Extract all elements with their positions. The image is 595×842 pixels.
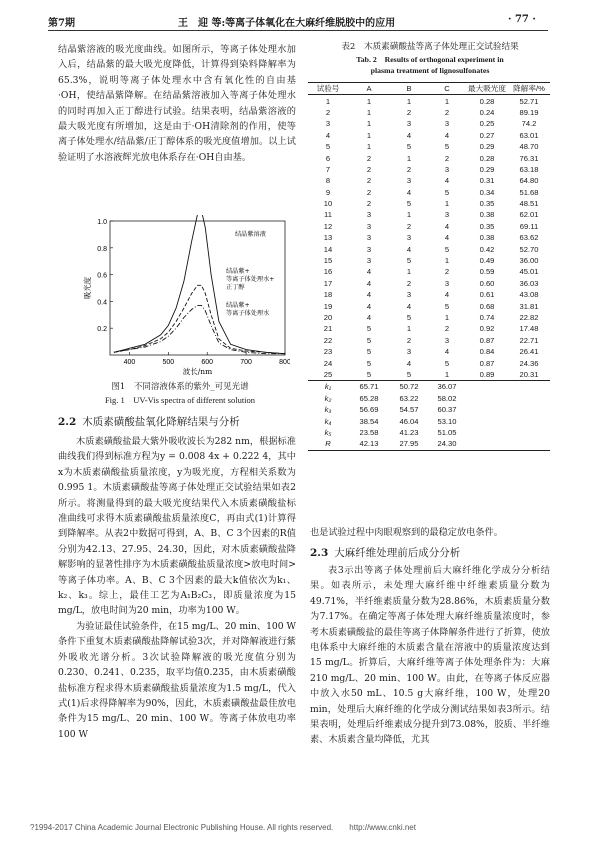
table-row [308, 209, 550, 220]
cell-b: 1 [406, 267, 412, 277]
cell-a: 5 [366, 335, 372, 345]
cell-absorbance: 0.31 [479, 176, 495, 186]
cell-absorbance: 0.38 [479, 233, 495, 243]
cell-a: 5 [366, 347, 372, 357]
cell-a: 2 [366, 187, 372, 197]
paragraph-2: 为验证最佳试验条件，在15 mg/L、20 min、100 W条件下重复木质素磺酸盐降解试验3次，并对降解液进行紫外吸收光谱分析。3次试验降解液的吸光度值分别为0.230、0.241、0.235，取平均值0.235，由木质素磺酸盐标准方程求得木质素磺酸盐质量浓度为1.5 mg/L，代入式(1)后求得降解率为90%，因此，木质素磺酸盐最佳放电条件为15 mg/L、20 min、100 W。等离子体放电功率100 W [58, 620, 296, 740]
series-line-2 [114, 285, 285, 353]
cell-a: 3 [366, 210, 372, 220]
cell-c: 1 [444, 313, 450, 322]
cell-c: 5 [444, 142, 450, 152]
cell-degradation: 63.01 [519, 130, 539, 140]
summary-cell: 53.10 [437, 416, 457, 426]
cell-c: 2 [444, 324, 450, 334]
cell-degradation: 31.81 [519, 301, 539, 311]
paragraph-text: 结晶紫溶液的吸光度曲线。如图所示，等离子体处理水加入后，结晶紫的最大吸光度降低，计算得到染料降解率为65.3%，说明等离子体处理水中含有氧化性的自由基·OH，使结晶紫降解。在结晶紫溶液加入等离子体处理水的同时再加入正丁醇进行试验。结果表明，结晶紫溶液的最大吸光度有所增加，这是由于·OH清除剂的作用，使等离子体处理水/结晶紫/正丁醇体系的吸光度值增加。以上试验证明了水溶液辉光放电体系存在·OH自由基。 [58, 44, 296, 163]
empty-cell [466, 393, 508, 404]
table-row [308, 323, 550, 334]
cell-absorbance: 0.28 [479, 96, 495, 106]
table-row [308, 141, 550, 152]
table-row [308, 335, 550, 346]
cell-c: 1 [444, 96, 450, 106]
cell-degradation: 69.11 [519, 221, 539, 231]
x-tick-label: 500 [162, 359, 175, 366]
cell-degradation: 74.2 [521, 119, 537, 129]
y-tick-label: 0.2 [97, 326, 107, 334]
table-row [308, 198, 550, 209]
cell-c: 2 [444, 267, 450, 277]
table-2 [308, 82, 550, 451]
table-summary-row [308, 438, 550, 450]
cell-c: 4 [444, 130, 450, 140]
legend-label-2: 结晶紫+ [226, 268, 250, 275]
table-row [308, 266, 550, 277]
empty-cell [466, 427, 508, 438]
cell-trial: 7 [325, 164, 331, 174]
cell-trial: 13 [323, 233, 333, 243]
cell-degradation: 64.80 [519, 176, 539, 186]
cell-a: 2 [366, 199, 372, 209]
cell-trial: 25 [323, 369, 333, 379]
cell-b: 4 [406, 244, 412, 254]
cell-c: 1 [444, 256, 450, 266]
table-title-en-2: plasma treatment of lignosulfonates [370, 66, 490, 75]
summary-cell: 23.58 [359, 427, 379, 437]
cell-absorbance: 0.35 [479, 221, 495, 231]
cell-degradation: 76.31 [519, 153, 539, 163]
cell-b: 1 [406, 210, 412, 220]
cell-degradation: 52.70 [519, 244, 539, 254]
cell-c: 4 [444, 233, 450, 243]
cell-c: 3 [444, 335, 450, 345]
page-number: · 77 · [508, 14, 536, 25]
summary-cell: k₁ [308, 381, 348, 393]
cell-c: 4 [444, 221, 450, 231]
cell-c: 5 [444, 301, 450, 311]
cell-b: 5 [406, 313, 412, 322]
cell-a: 5 [366, 324, 372, 334]
cell-b: 5 [406, 142, 412, 152]
cell-degradation: 48.70 [519, 142, 539, 152]
cell-c: 3 [444, 164, 450, 174]
cell-b: 5 [406, 256, 412, 266]
cell-absorbance: 0.38 [479, 210, 495, 220]
cell-c: 1 [444, 369, 450, 379]
table-row [308, 289, 550, 300]
col-header-b: B [390, 83, 428, 95]
summary-cell: 36.07 [428, 381, 466, 393]
left-top-paragraph [58, 42, 296, 165]
cell-trial: 20 [323, 313, 333, 322]
cell-trial: 16 [323, 267, 333, 277]
cell-degradation: 26.41 [519, 347, 539, 357]
table-title-cn: 表2 木质素磺酸盐等离子体处理正交试验结果 [341, 42, 519, 52]
cell-a: 1 [366, 142, 372, 152]
cell-c: 3 [444, 119, 450, 129]
cell-a: 1 [366, 130, 372, 140]
summary-cell: k₄ [324, 416, 332, 426]
table-row [308, 278, 550, 289]
cell-trial: 18 [323, 290, 333, 300]
empty-cell [466, 415, 508, 426]
legend-label-2: 等离子体处理水+ [226, 276, 275, 283]
issue-number: 第7期 [48, 18, 75, 29]
summary-cell: 65.28 [359, 393, 379, 403]
empty-cell [466, 438, 508, 450]
cell-absorbance: 0.60 [479, 278, 495, 288]
legend-label-3: 结晶紫+ [226, 302, 250, 309]
cell-trial: 10 [323, 199, 333, 209]
footer-copyright: ?1994-2017 China Academic Journal Electronic Publishing House. All rights reserved. http://www.cnki.net [30, 823, 416, 832]
cell-trial: 5 [325, 142, 331, 152]
table-row [308, 130, 550, 141]
cell-a: 4 [366, 278, 372, 288]
table-row [308, 232, 550, 243]
figure-1 [80, 215, 290, 375]
table-row [308, 118, 550, 129]
cell-trial: 14 [323, 244, 333, 254]
x-tick-label: 700 [240, 359, 252, 366]
section-2-2-heading [58, 414, 240, 429]
cell-degradation: 48.51 [519, 199, 539, 209]
cell-absorbance: 0.89 [479, 369, 495, 379]
section-2-3-heading [310, 545, 460, 560]
cell-degradation: 63.18 [519, 164, 539, 174]
summary-cell: 58.02 [437, 393, 457, 403]
cell-absorbance: 0.74 [479, 313, 495, 322]
table-row [308, 221, 550, 232]
x-tick-label: 600 [201, 359, 214, 366]
cell-degradation: 20.31 [519, 369, 539, 379]
cell-a: 4 [366, 290, 372, 300]
cell-absorbance: 0.42 [479, 244, 495, 254]
cell-degradation: 24.36 [519, 358, 539, 368]
cell-b: 5 [406, 199, 412, 209]
cell-degradation: 62.01 [519, 210, 539, 220]
running-title: 王 迎 等:等离子体氧化在大麻纤维脱胶中的应用 [178, 18, 396, 29]
cell-absorbance: 0.29 [479, 142, 495, 152]
cell-degradation: 22.82 [519, 313, 539, 322]
cell-degradation: 43.08 [519, 290, 539, 300]
summary-cell: 54.57 [399, 405, 419, 415]
y-axis-label: 吸光度 [83, 276, 92, 300]
cell-absorbance: 0.87 [479, 335, 495, 345]
section-2-3-body [310, 563, 550, 748]
summary-cell: R [308, 438, 348, 450]
summary-cell: 56.69 [359, 405, 379, 415]
cell-a: 3 [366, 233, 372, 243]
cell-b: 3 [406, 290, 412, 300]
cell-trial: 11 [324, 210, 332, 220]
cell-b: 1 [406, 96, 412, 106]
cell-a: 4 [366, 313, 372, 322]
table-row [308, 187, 550, 198]
cell-b: 2 [406, 335, 412, 345]
cell-degradation: 45.01 [519, 267, 539, 277]
cell-b: 2 [406, 164, 412, 174]
right-after-table [310, 525, 550, 540]
table-row [308, 369, 550, 381]
cell-absorbance: 0.61 [479, 290, 495, 300]
paragraph-1: 表3示出等离子体处理前后大麻纤维化学成分分析结果。如表所示，未处理大麻纤维中纤维素质量分数为49.71%，半纤维素质量分数为28.86%，木质素质量分数为7.17%。在确定等离子体处理大麻纤维质量浓度时，参考木质素磺酸盐的最佳等离子体降解条件进行了折算，使放电体系中大麻纤维的木质素含量在溶液中的质量浓度达到15 mg/L。折算后，大麻纤维等离子体处理条件为：大麻210 mg/L、20 min、100 W。由此，在等离子体反应器中放入水50 mL、10.5 g大麻纤维，100 W，处理20 min，处理后大麻纤维的化学成分测试结果如表3所示。结果表明，处理后纤维素成分提升到73.08%，胶质、半纤维素、木质素含量均降低，尤其 [310, 565, 550, 746]
cell-a: 4 [366, 267, 372, 277]
cell-trial: 24 [323, 358, 333, 368]
section-number: 2.3 [310, 547, 329, 559]
cell-a: 2 [366, 164, 372, 174]
cell-b: 2 [406, 107, 412, 117]
section-2-2-body [58, 434, 296, 742]
cell-absorbance: 0.25 [479, 119, 495, 129]
cell-trial: 9 [325, 187, 331, 197]
table-summary-row [308, 415, 550, 426]
y-tick-label: 1.0 [97, 219, 107, 226]
summary-cell: k₂ [324, 393, 332, 403]
cell-a: 4 [366, 301, 372, 311]
cell-trial: 15 [323, 256, 333, 266]
cell-degradation: 52.71 [519, 96, 539, 106]
cell-degradation: 22.71 [519, 335, 539, 345]
cell-c: 4 [444, 290, 450, 300]
section-title: 木质素磺酸盐氧化降解结果与分析 [82, 416, 240, 428]
cell-b: 3 [406, 176, 412, 186]
cell-absorbance: 0.87 [479, 358, 495, 368]
cell-c: 5 [444, 244, 450, 254]
cell-c: 2 [444, 107, 450, 117]
empty-cell [508, 381, 550, 393]
cell-c: 4 [444, 347, 450, 357]
cell-c: 4 [444, 176, 450, 186]
cell-b: 3 [406, 119, 412, 129]
col-header-c: C [428, 83, 466, 95]
table-summary-row [308, 393, 550, 404]
table-row [308, 152, 550, 163]
cell-b: 2 [406, 221, 412, 231]
legend-label-2: 正丁醇 [226, 284, 245, 291]
table-row [308, 164, 550, 175]
col-header-trial: 试验号 [308, 83, 348, 95]
cell-trial: 21 [323, 324, 333, 334]
cell-absorbance: 0.59 [479, 267, 495, 277]
table-summary-row [308, 381, 550, 393]
cell-degradation: 17.48 [519, 324, 539, 334]
cell-b: 1 [406, 153, 412, 163]
x-tick-label: 400 [123, 359, 136, 366]
summary-cell: 51.05 [437, 427, 457, 437]
x-axis-label: 波长/nm [182, 367, 213, 375]
y-tick-label: 0.6 [97, 272, 107, 280]
cell-trial: 3 [325, 119, 331, 129]
cell-degradation: 36.03 [519, 278, 539, 288]
legend-label-1: 结晶紫溶液 [235, 231, 266, 238]
table-row [308, 357, 550, 368]
empty-cell [508, 393, 550, 404]
cell-a: 5 [366, 358, 372, 368]
cell-a: 5 [366, 369, 372, 379]
cell-trial: 12 [323, 221, 333, 231]
table-row [308, 243, 550, 254]
cell-b: 4 [406, 301, 412, 311]
paragraph-1: 木质素磺酸盐最大紫外吸收波长为282 nm，根据标准曲线我们得到标准方程为y = 0.008 4x + 0.222 4，其中x为木质素磺酸盐质量浓度，y为吸光度，方程相关系数为0.995 1。木质素磺酸盐等离子体处理正交试验结果如表2所示。将测量得到的最大吸光度结果代入木质素磺酸盐标准曲线可求得木质素磺酸盐质量浓度C，再由式(1)计算得到降解率。从表2中数据可得到，A、B、C 3个因素的R值分别为42.13、27.95、24.30，因此，对木质素磺酸盐降解影响的显著性排序为木质素磺酸盐质量浓度>放电时间>等离子体功率。A、B、C 3个因素的最大k值依次为k₁、k₂、k₃。综上，最佳工艺为A₁B₂C₃，即质量浓度为15 mg/L，放电时间为20 min，功率为100 W。 [58, 436, 296, 617]
plot-frame [110, 221, 285, 355]
table-summary-row [308, 427, 550, 438]
cell-trial: 8 [325, 176, 331, 186]
col-header-absorbance: 最大吸光度 [466, 83, 508, 95]
cell-trial: 19 [323, 301, 333, 311]
cell-trial: 1 [325, 96, 331, 106]
empty-cell [508, 438, 550, 450]
col-header-degradation: 降解率/% [508, 83, 550, 95]
cell-a: 3 [366, 244, 372, 254]
summary-cell: k₅ [324, 427, 332, 437]
cell-absorbance: 0.84 [479, 347, 495, 357]
empty-cell [508, 404, 550, 415]
cell-b: 4 [406, 130, 412, 140]
cell-absorbance: 0.27 [479, 130, 495, 140]
cell-trial: 23 [323, 347, 333, 357]
cell-absorbance: 0.34 [479, 187, 495, 197]
table-row [308, 95, 550, 107]
cell-c: 5 [444, 187, 450, 197]
cell-absorbance: 0.35 [479, 199, 495, 209]
summary-cell: k₃ [324, 405, 332, 415]
cell-c: 3 [444, 278, 450, 288]
cell-degradation: 63.62 [519, 233, 539, 243]
cell-b: 5 [406, 369, 412, 379]
empty-cell [508, 427, 550, 438]
cell-a: 2 [366, 176, 372, 186]
cell-trial: 4 [325, 130, 331, 140]
cell-b: 3 [406, 233, 412, 243]
summary-cell: 60.37 [437, 405, 457, 415]
cell-c: 5 [444, 358, 450, 368]
cell-degradation: 89.19 [519, 107, 539, 117]
cell-c: 1 [444, 199, 450, 209]
uv-vis-chart [80, 215, 290, 375]
paragraph-text: 也是试验过程中肉眼观察到的最稳定放电条件。 [310, 527, 503, 538]
cell-a: 1 [366, 107, 372, 117]
summary-cell: 50.72 [390, 381, 428, 393]
cell-a: 3 [366, 256, 372, 266]
table-row [308, 346, 550, 357]
cell-trial: 6 [325, 153, 331, 163]
cell-absorbance: 0.49 [479, 256, 495, 266]
cell-absorbance: 0.92 [479, 324, 495, 334]
summary-cell: 27.95 [390, 438, 428, 450]
summary-cell: 46.04 [399, 416, 419, 426]
cell-b: 4 [406, 358, 412, 368]
cell-absorbance: 0.68 [479, 301, 495, 311]
header-rule [48, 30, 548, 31]
col-header-a: A [348, 83, 390, 95]
figure-caption-en: Fig. 1 UV-Vis spectra of different solution [104, 395, 256, 405]
cell-b: 3 [406, 347, 412, 357]
cell-degradation: 51.68 [519, 187, 539, 197]
summary-cell: 65.71 [348, 381, 390, 393]
empty-cell [508, 415, 550, 426]
cell-a: 3 [366, 221, 372, 231]
summary-cell: 41.23 [399, 427, 419, 437]
summary-cell: 63.22 [399, 393, 419, 403]
orthogonal-table [308, 82, 550, 451]
table-summary-row [308, 404, 550, 415]
cell-absorbance: 0.29 [479, 164, 495, 174]
cell-degradation: 36.00 [519, 256, 539, 266]
cell-b: 2 [406, 278, 412, 288]
cell-c: 2 [444, 153, 450, 163]
y-tick-label: 0.8 [97, 245, 107, 253]
cell-absorbance: 0.24 [479, 107, 495, 117]
table-row [308, 107, 550, 118]
cell-trial: 22 [323, 335, 333, 345]
legend-label-3: 等离子体处理水 [226, 310, 270, 317]
x-tick-label: 800 [279, 359, 290, 366]
cell-c: 3 [444, 210, 450, 220]
figure-caption-cn: 图1 不同溶液体系的紫外_可见光谱 [111, 382, 249, 392]
table-row [308, 255, 550, 266]
section-title: 大麻纤维处理前后成分分析 [334, 547, 461, 559]
empty-cell [466, 381, 508, 393]
section-number: 2.2 [58, 416, 77, 428]
cell-a: 2 [366, 153, 372, 163]
y-tick-label: 0.4 [97, 299, 107, 307]
summary-cell: 24.30 [428, 438, 466, 450]
cell-a: 1 [366, 96, 372, 106]
cell-absorbance: 0.28 [479, 153, 495, 163]
cell-b: 4 [406, 187, 412, 197]
cell-trial: 2 [325, 107, 331, 117]
table-row [308, 312, 550, 323]
cell-b: 1 [406, 324, 412, 334]
cell-a: 1 [366, 119, 372, 129]
cell-trial: 17 [323, 278, 333, 288]
summary-cell: 42.13 [348, 438, 390, 450]
empty-cell [466, 404, 508, 415]
table-row [308, 175, 550, 186]
table-title-en-1: Tab. 2 Results of orthogonal experiment in [356, 55, 504, 64]
table-row [308, 300, 550, 311]
summary-cell: 38.54 [359, 416, 379, 426]
